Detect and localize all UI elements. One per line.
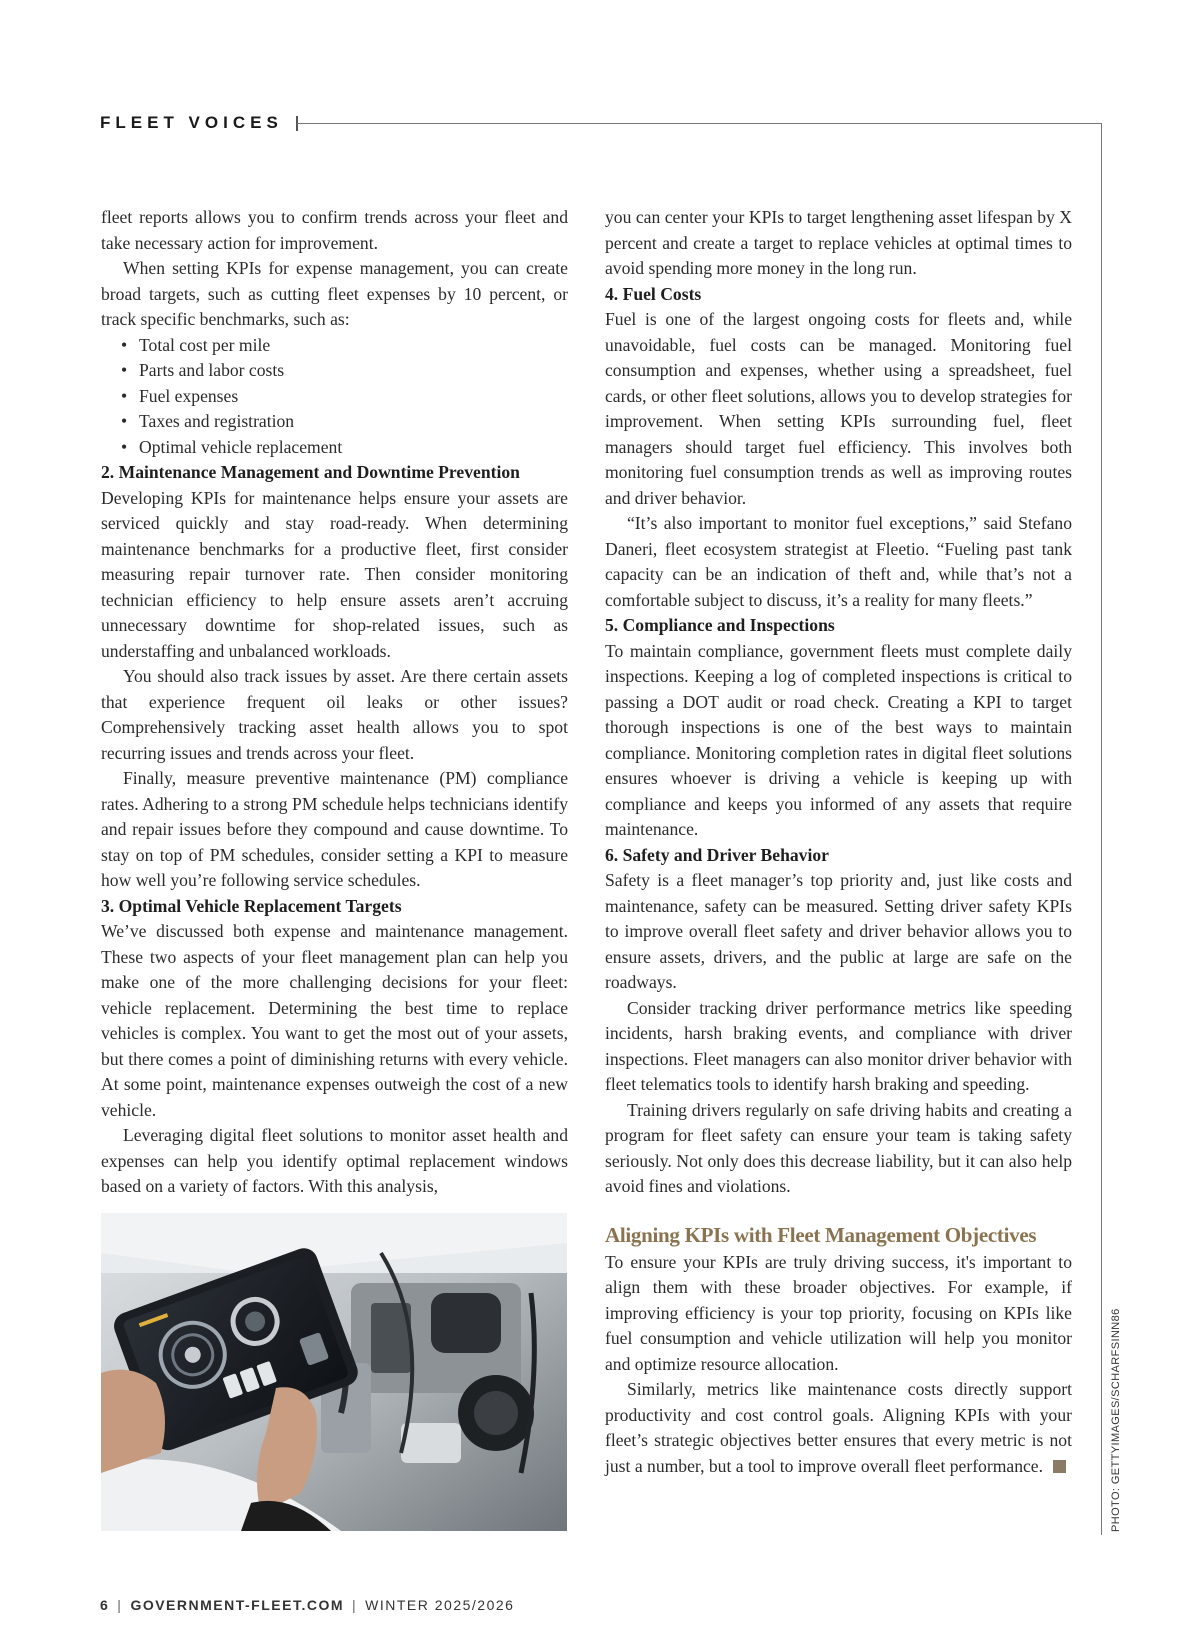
- paragraph: We’ve discussed both expense and maintenance management. These two aspects of your fleet management plan can help you make one of the more challenging decisions for your fleet: vehicle replacement. Determining the best time to replace vehicles is complex. You want to get the most out of your assets, but there comes a point of diminishing returns with every vehicle. At some point, maintenance expenses outweigh the cost of a new vehicle.: [101, 921, 568, 1120]
- header-rule: [297, 123, 1102, 124]
- footer-site: GOVERNMENT-FLEET.COM: [130, 1597, 344, 1613]
- closing-paragraph: [605, 1377, 1072, 1479]
- paragraph: Training drivers regularly on safe driving habits and creating a program for fleet safety can ensure your team is taking safety seriously. Not only does this decrease liability, but it can also help avoid fines and violations.: [605, 1099, 1072, 1196]
- paragraph: You should also track issues by asset. Are there certain assets that experience frequent oil leaks or other issues? Comprehensively tracking asset health allows you to spot recurring issues and trends across your fleet.: [101, 666, 568, 763]
- footer-issue: WINTER 2025/2026: [365, 1597, 515, 1613]
- section-label: FLEET VOICES: [100, 113, 283, 132]
- header-vertical-rule: [1101, 123, 1102, 1535]
- list-item: • Optimal vehicle replacement: [139, 435, 568, 461]
- subheading-safety: 6. Safety and Driver Behavior: [605, 844, 829, 865]
- end-mark-icon: [1053, 1460, 1066, 1473]
- subheading-vehicle-replacement: 3. Optimal Vehicle Replacement Targets: [101, 895, 402, 916]
- subheading-maintenance: 2. Maintenance Management and Downtime Prevention: [101, 462, 520, 482]
- paragraph: Finally, measure preventive maintenance (PM) compliance rates. Adhering to a strong PM schedule helps technicians identify and repair issues before they compound and cause downtime. To stay on top of PM schedules, consider setting a KPI to measure how well you’re following service schedules.: [101, 768, 568, 890]
- paragraph: Leveraging digital fleet solutions to monitor asset health and expenses can help you identify optimal replacement windows based on a variety of factors. With this analysis,: [101, 1125, 568, 1196]
- article-photo: [101, 1213, 567, 1531]
- paragraph: Consider tracking driver performance metrics like speeding incidents, harsh braking events, and compliance with driver inspections. Fleet managers can also monitor driver behavior with fleet telematics tools to identify harsh braking and speeding.: [605, 997, 1072, 1094]
- left-column: [101, 205, 568, 1200]
- benchmark-list: [101, 333, 568, 461]
- footer-separator: |: [117, 1597, 123, 1613]
- list-item: • Fuel expenses: [139, 384, 568, 410]
- list-item: • Taxes and registration: [139, 409, 568, 435]
- section-heading: Aligning KPIs with Fleet Management Objectives: [605, 1222, 1037, 1247]
- closing-paragraph-text: Similarly, metrics like maintenance costs directly support productivity and cost control goals. Aligning KPIs with your fleet’s strategic objectives better ensures that every metric is not just a number, but a tool to improve overall fleet performance.: [605, 1379, 1072, 1476]
- subheading-compliance: 5. Compliance and Inspections: [605, 615, 835, 635]
- page-footer: [100, 1597, 514, 1613]
- subheading-fuel-costs: 4. Fuel Costs: [605, 283, 702, 304]
- paragraph: Developing KPIs for maintenance helps ensure your assets are serviced quickly and stay road-ready. When determining maintenance benchmarks for a productive fleet, first consider measuring repair turnover rate. Then consider monitoring technician efficiency to help ensure assets aren’t accruing unnecessary downtime for shop-related issues, such as understaffing and unbalanced workloads.: [101, 487, 568, 661]
- quote-paragraph: “It’s also important to monitor fuel exceptions,” said Stefano Daneri, fleet ecosystem strategist at Fleetio. “Fueling past tank capacity can be an indication of theft and, while that’s not a comfortable subject to discuss, it’s a reality for many fleets.”: [605, 513, 1072, 610]
- paragraph: When setting KPIs for expense management, you can create broad targets, such as cutting fleet expenses by 10 percent, or track specific benchmarks, such as:: [101, 258, 568, 329]
- paragraph: Safety is a fleet manager’s top priority and, just like costs and maintenance, safety can be measured. Setting driver safety KPIs to improve overall fleet safety and driver behavior allows you to ensure assets, drivers, and the public at large are safe on the roadways.: [605, 870, 1072, 992]
- paragraph: To ensure your KPIs are truly driving success, it's important to align them with these broader objectives. For example, if improving efficiency is your top priority, focusing on KPIs like fuel consumption and vehicle utilization will help you monitor and optimize resource allocation.: [605, 1251, 1072, 1374]
- paragraph: fleet reports allows you to confirm trends across your fleet and take necessary action for improvement.: [101, 207, 568, 253]
- list-item: • Total cost per mile: [139, 333, 568, 359]
- footer-separator: |: [352, 1597, 358, 1613]
- photo-credit: PHOTO: GETTYIMAGES/SCHARFSINN86: [1110, 1308, 1122, 1532]
- paragraph: Fuel is one of the largest ongoing costs for fleets and, while unavoidable, fuel costs can be managed. Monitoring fuel consumption and expenses, whether using a spreadsheet, fuel cards, or other fleet solutions, allows you to develop strategies for improvement. When setting KPIs surrounding fuel, fleet managers should target fuel efficiency. This involves both monitoring fuel consumption trends as well as improving routes and driver behavior.: [605, 309, 1072, 508]
- paragraph: you can center your KPIs to target lengthening asset lifespan by X percent and create a target to replace vehicles at optimal times to avoid spending more money in the long run.: [605, 207, 1072, 278]
- paragraph: To maintain compliance, government fleets must complete daily inspections. Keeping a log of completed inspections is critical to passing a DOT audit or road check. Creating a KPI to target thorough inspections is one of the best ways to maintain compliance. Monitoring completion rates in digital fleet solutions ensures whoever is driving a vehicle is keeping up with compliance and keeps you informed of any assets that require maintenance.: [605, 640, 1072, 839]
- page-number: 6: [100, 1597, 110, 1613]
- list-item: • Parts and labor costs: [139, 358, 568, 384]
- right-column: [605, 205, 1072, 1479]
